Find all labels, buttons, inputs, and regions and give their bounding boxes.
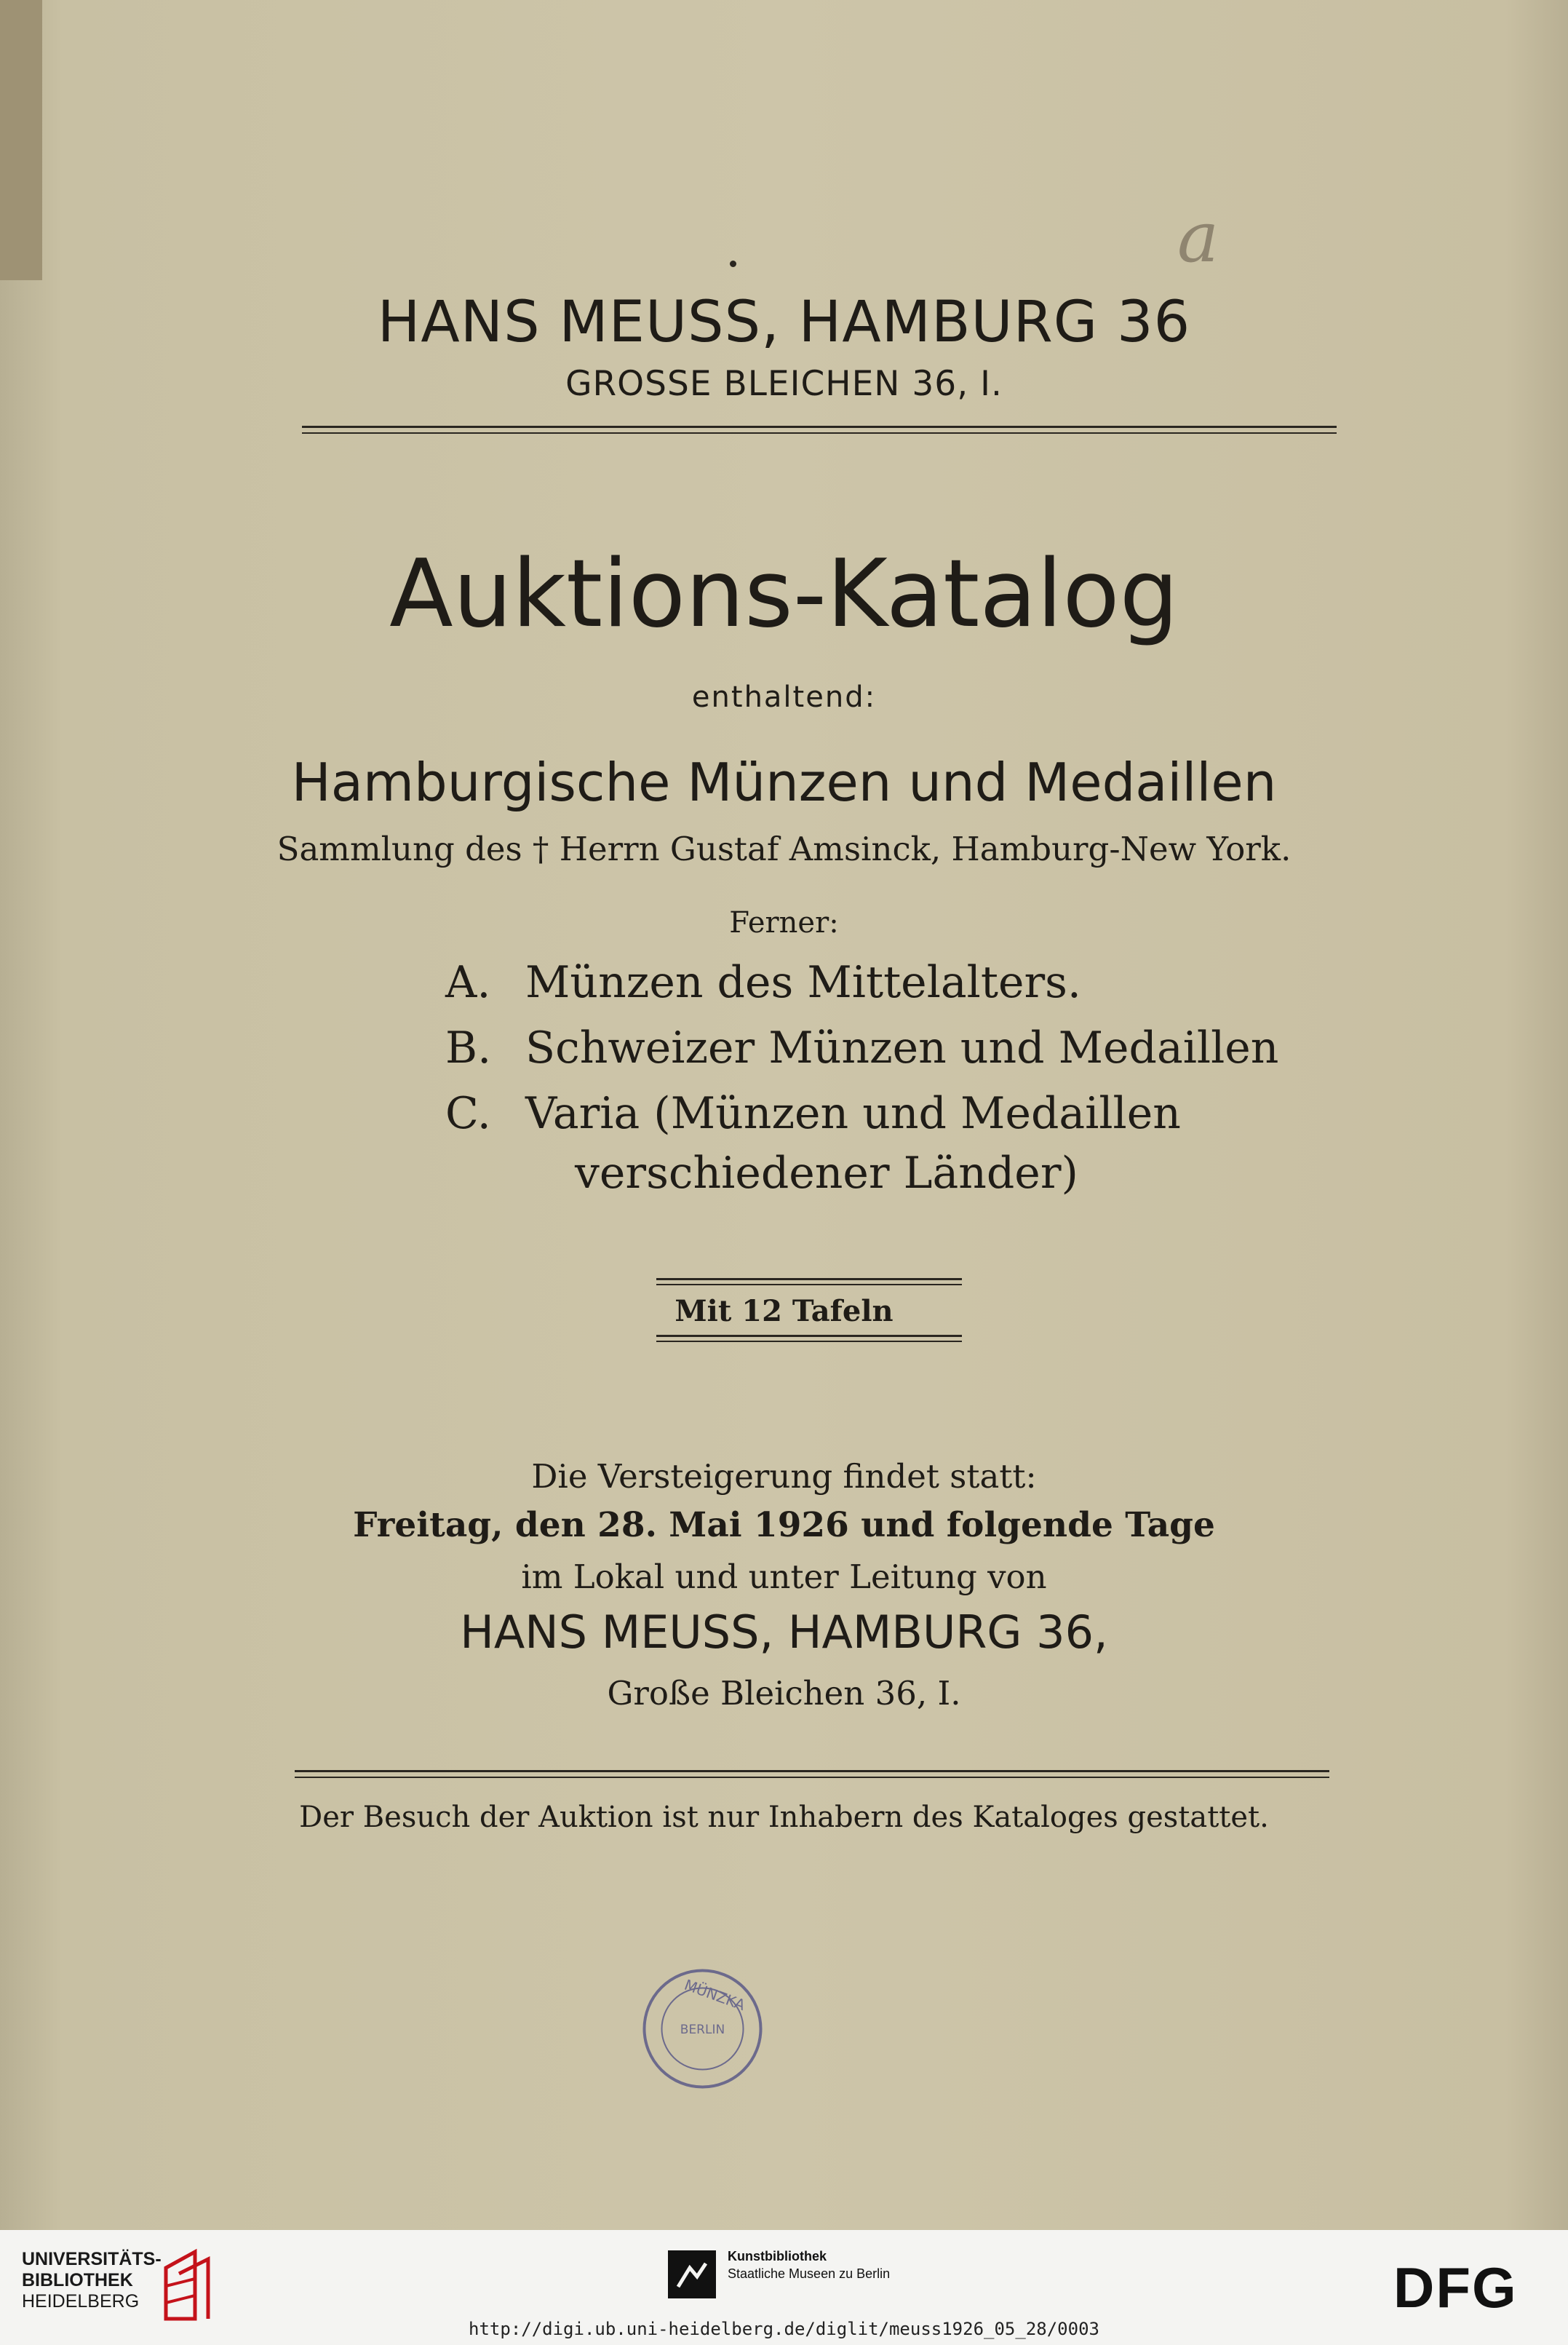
ub-logo-icon	[159, 2246, 217, 2326]
section-a	[445, 957, 1081, 1008]
section-letter: C.	[445, 1088, 491, 1139]
further-label: Ferner:	[729, 906, 839, 940]
page-edge-strip	[0, 0, 42, 280]
main-subject: Hamburgische Münzen und Medaillen	[291, 752, 1277, 813]
section-text: Varia (Münzen und Medaillen	[525, 1088, 1181, 1139]
kunstbibliothek-label	[728, 2247, 890, 2282]
catalog-title: Auktions-Katalog	[389, 540, 1179, 648]
auction-line3: im Lokal und unter Leitung von	[521, 1558, 1047, 1596]
library-line2: BIBLIOTHEK	[22, 2270, 133, 2290]
kunstbibliothek-logo-icon	[668, 2250, 716, 2298]
kb-line2: Staatliche Museen zu Berlin	[728, 2266, 891, 2281]
section-letter: B.	[445, 1023, 492, 1074]
library-line1: UNIVERSITÄTS-	[22, 2249, 162, 2269]
section-c-continued: verschiedener Länder)	[575, 1148, 1078, 1199]
plates-rule-bottom	[656, 1335, 962, 1342]
svg-text:BERLIN: BERLIN	[680, 2023, 725, 2037]
auction-line1: Die Versteigerung findet statt:	[531, 1457, 1037, 1496]
notice-text: Der Besuch der Auktion ist nur Inhabern des Kataloges gestattet.	[299, 1801, 1269, 1834]
header-firm: HANS MEUSS, HAMBURG 36	[377, 290, 1191, 355]
dfg-logo: DFG	[1393, 2255, 1518, 2320]
section-text: Schweizer Münzen und Medaillen	[525, 1023, 1279, 1074]
collection-line: Sammlung des † Herrn Gustaf Amsinck, Hamburg-New York.	[276, 830, 1292, 868]
section-c	[445, 1088, 1181, 1139]
plates-note: Mit 12 Tafeln	[674, 1294, 894, 1328]
kb-line1: Kunstbibliothek	[728, 2249, 827, 2263]
museum-stamp	[639, 1965, 766, 2092]
source-url: http://digi.ub.uni-heidelberg.de/diglit/meuss1926_05_28/0003	[469, 2319, 1099, 2339]
section-text: Münzen des Mittelalters.	[525, 957, 1082, 1008]
section-b	[445, 1023, 1278, 1074]
ub-heidelberg-logo	[22, 2249, 162, 2312]
library-line3: HEIDELBERG	[22, 2291, 140, 2312]
auction-firm: HANS MEUSS, HAMBURG 36,	[460, 1606, 1108, 1659]
plates-rule-top	[656, 1278, 962, 1285]
notice-rule	[295, 1770, 1329, 1778]
header-address: GROSSE BLEICHEN 36, I.	[565, 364, 1003, 404]
header-rule	[302, 426, 1337, 434]
intro-text: enthaltend:	[691, 681, 877, 714]
auction-date: Freitag, den 28. Mai 1926 und folgende Tage	[353, 1505, 1215, 1545]
section-letter: A.	[445, 957, 491, 1008]
pencil-mark-a: a	[1177, 197, 1219, 278]
ink-dot	[730, 261, 736, 267]
svg-text:MÜNZKA: MÜNZKA	[682, 1975, 748, 2015]
auction-address: Große Bleichen 36, I.	[607, 1674, 961, 1713]
